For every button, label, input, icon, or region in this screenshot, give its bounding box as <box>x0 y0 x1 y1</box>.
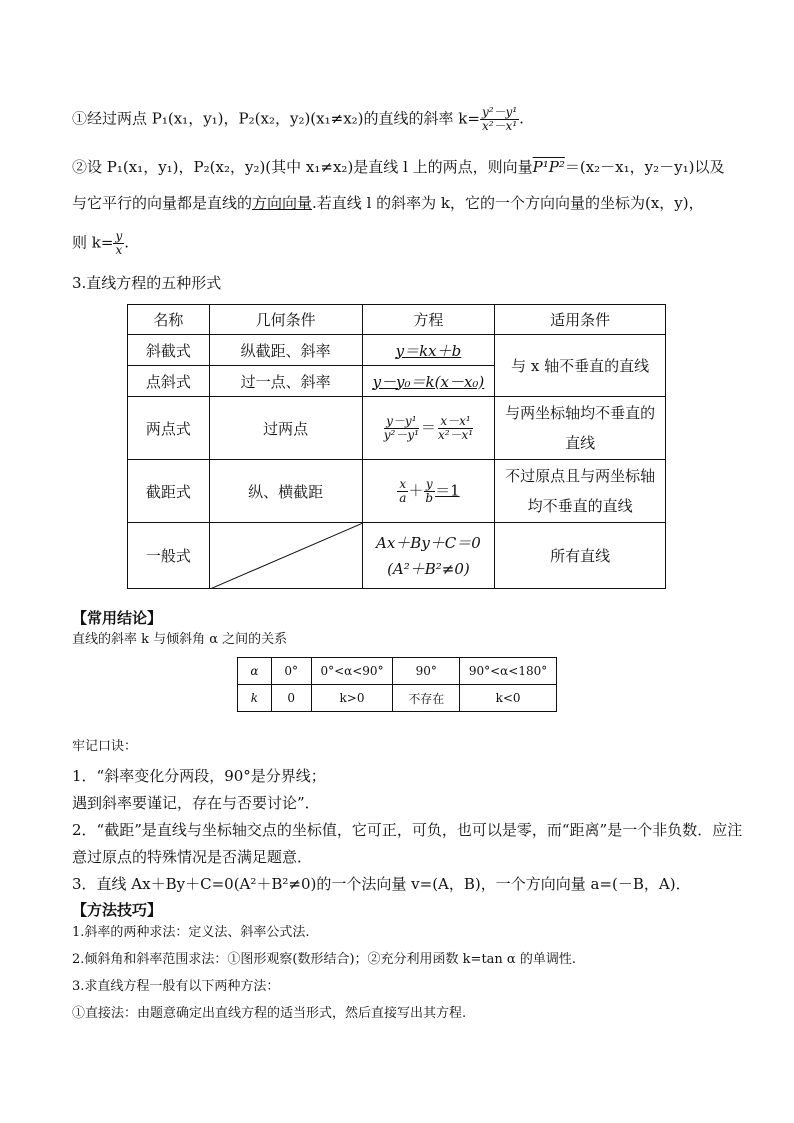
tip-4: ①直接法：由题意确定出直线方程的适当形式，然后直接写出其方程. <box>72 1006 467 1021</box>
table-row: k 0 k>0 不存在 k<0 <box>238 685 557 712</box>
two-point-equation: $\frac{\text{y－y¹}}{\text{y²－y¹}}$ ＝ $\frac{\text{x－x¹}}{\text{x²－x¹}}$ <box>362 397 495 460</box>
tip-1: 1.斜率的两种求法：定义法、斜率公式法. <box>72 925 310 940</box>
table-row: 一般式 Ax＋By＋C＝0 (A²＋B²≠0) 所有直线 <box>128 523 666 589</box>
table-row: 斜截式 纵截距、斜率 y＝kx＋b 与 x 轴不垂直的直线 <box>128 335 666 366</box>
tip-3: 3.求直线方程一般有以下两种方法： <box>72 979 280 994</box>
mnemonic-title: 牢记口诀： <box>72 739 138 754</box>
direction-vector-term: 方向向量 <box>252 194 313 212</box>
mnemonic-1b: 遇到斜率要谨记，存在与否要讨论”． <box>72 794 320 812</box>
relation-text: 直线的斜率 k 与倾斜角 α 之间的关系 <box>72 632 288 647</box>
table-row: 两点式 过两点 $\frac{\text{y－y¹}}{\text{y²－y¹}}$ ＝ $\frac{\text{x－x¹}}{\text{x²－x¹}}$ 与两坐标轴均不垂直的直线 <box>128 397 666 460</box>
mnemonic-3: 3．直线 Ax＋By＋C=0(A²＋B²≠0)的一个法向量 v=(A，B)，一个方向向量 a=(－B，A)． <box>72 875 691 893</box>
method-title: 【方法技巧】 <box>72 901 163 919</box>
vector-p1p2: P¹P² <box>532 158 565 176</box>
header-name: 名称 <box>128 305 210 335</box>
direction-vector-line-2: 与它平行的向量都是直线的方向向量.若直线 l 的斜率为 k，它的一个方向向量的坐标为(x，y)， <box>72 194 704 212</box>
k-fraction: $\frac{y}{x}$ <box>115 229 123 257</box>
section-3-title: 3.直线方程的五种形式 <box>72 274 222 292</box>
table-row: 截距式 纵、横截距 $\frac{x}{a}$ ＋ $\frac{y}{b}$ ＝1 不过原点且与两坐标轴均不垂直的直线 <box>128 460 666 523</box>
direction-vector-line-1: ②设 P₁(x₁，y₁)，P₂(x₂，y₂)(其中 x₁≠x₂)是直线 l 上的两点，则向量P¹P²＝(x₂－x₁，y₂－y₁)以及 <box>72 158 725 176</box>
slope-formula-text: ①经过两点 P₁(x₁，y₁)，P₂(x₂，y₂)(x₁≠x₂)的直线的斜率 k= <box>72 109 480 128</box>
diagonal-line <box>210 523 363 589</box>
header-applicable: 适用条件 <box>495 305 666 335</box>
mnemonic-2a: 2．“截距”是直线与坐标轴交点的坐标值，它可正，可负，也可以是零，而“距离”是一个非负数．应注 <box>72 821 743 839</box>
mnemonic-1a: 1．“斜率变化分两段，90°是分界线； <box>72 767 326 785</box>
applicable-non-vertical: 与 x 轴不垂直的直线 <box>495 335 666 397</box>
header-equation: 方程 <box>362 305 495 335</box>
general-equation: Ax＋By＋C＝0 (A²＋B²≠0) <box>362 523 495 589</box>
mnemonic-2b: 意过原点的特殊情况是否满足题意． <box>72 848 313 866</box>
slope-fraction: $\frac{\text{y²－y¹}}{\text{x²－x¹}}$ <box>481 105 518 133</box>
line-forms-table <box>127 304 666 589</box>
tip-2: 2.倾斜角和斜率范围求法：①图形观察(数形结合)；②充分利用函数 k=tan α 的单调性. <box>72 952 576 967</box>
common-conclusions-title: 【常用结论】 <box>72 609 163 627</box>
diagonal-cell <box>209 523 362 589</box>
table-row: 点斜式 过一点、斜率 y－y₀＝k(x－x₀) <box>128 366 666 397</box>
table-header-row <box>128 305 666 335</box>
slope-angle-table <box>237 657 557 712</box>
header-condition: 几何条件 <box>209 305 362 335</box>
direction-vector-line-3: 则 k= $\frac{y}{x}$ . <box>72 229 129 257</box>
slope-formula-line: ①经过两点 P₁(x₁，y₁)，P₂(x₂，y₂)(x₁≠x₂)的直线的斜率 k= $\frac{\text{y²－y¹}}{\text{x²－x¹}}$ . <box>72 105 524 133</box>
intercept-equation: $\frac{x}{a}$ ＋ $\frac{y}{b}$ ＝1 <box>362 460 495 523</box>
table-row: α 0° 0°<α<90° 90° 90°<α<180° <box>238 658 557 685</box>
